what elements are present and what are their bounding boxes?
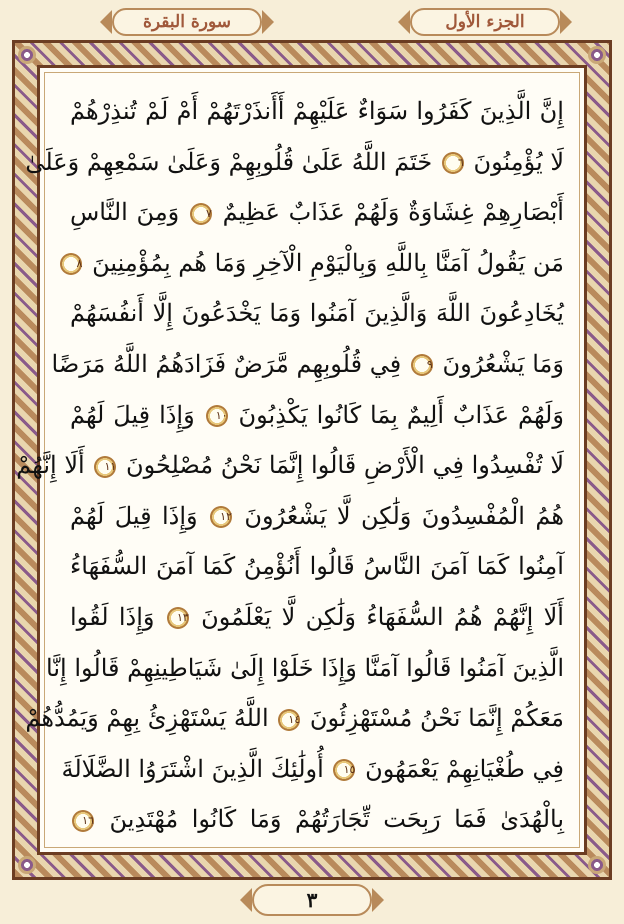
ornament-arrow-icon — [372, 888, 384, 912]
verse-line: لَا يُؤْمِنُونَ ٦ خَتَمَ اللَّهُ عَلَىٰ قُلُوبِهِمْ وَعَلَىٰ سَمْعِهِمْ وَعَلَىٰ — [25, 147, 564, 176]
verse-line: لَا تُفْسِدُوا فِي الْأَرْضِ قَالُوا إِنَّمَا نَحْنُ مُصْلِحُونَ ١١ أَلَا إِنَّهُمْ — [16, 451, 564, 480]
surah-name-label: سورة البقرة — [112, 8, 262, 36]
ayah-number-marker: ١٢ — [210, 506, 232, 528]
verse-line: أَلَا إِنَّهُمْ هُمُ السُّفَهَاءُ وَلَٰكِن لَّا يَعْلَمُونَ ١٣ وَإِذَا لَقُوا — [70, 602, 564, 631]
ayah-number-marker: ١٣ — [167, 607, 189, 629]
verse-line: مَعَكُمْ إِنَّمَا نَحْنُ مُسْتَهْزِئُونَ ١٤ اللَّهُ يَسْتَهْزِئُ بِهِمْ وَيَمُدُّهُمْ — [25, 704, 564, 733]
ayah-number-marker: ٦ — [442, 152, 464, 174]
verse-line: يُخَادِعُونَ اللَّهَ وَالَّذِينَ آمَنُوا وَمَا يَخْدَعُونَ إِلَّا أَنفُسَهُمْ — [70, 299, 564, 328]
verse-line: هُمُ الْمُفْسِدُونَ وَلَٰكِن لَّا يَشْعُرُونَ ١٢ وَإِذَا قِيلَ لَهُمْ — [70, 501, 564, 530]
ornament-arrow-icon — [100, 10, 112, 34]
verse-line: وَمَا يَشْعُرُونَ ٩ فِي قُلُوبِهِم مَّرَضٌ فَزَادَهُمُ اللَّهُ مَرَضًا — [51, 349, 564, 378]
ayah-number-marker: ١٦ — [72, 810, 94, 832]
verse-line: الَّذِينَ آمَنُوا قَالُوا آمَنَّا وَإِذَا خَلَوْا إِلَىٰ شَيَاطِينِهِمْ قَالُوا إِنَّا — [46, 653, 564, 682]
ayah-number-marker: ٨ — [60, 253, 82, 275]
page-number: ٣ — [252, 884, 372, 916]
text-area — [16, 65, 587, 855]
verse-line: فِي طُغْيَانِهِمْ يَعْمَهُونَ ١٥ أُولَٰئِكَ الَّذِينَ اشْتَرَوُا الضَّلَالَةَ — [61, 754, 564, 783]
corner-rosette-icon — [18, 856, 36, 874]
corner-rosette-icon — [588, 46, 606, 64]
verse-line: مَن يَقُولُ آمَنَّا بِاللَّهِ وَبِالْيَوْمِ الْآخِرِ وَمَا هُم بِمُؤْمِنِينَ ٨ — [70, 238, 564, 289]
ayah-number-marker: ١٤ — [278, 709, 300, 731]
juz-name-label: الجزء الأول — [410, 8, 560, 36]
verse-line: إِنَّ الَّذِينَ كَفَرُوا سَوَاءٌ عَلَيْهِمْ أَأَنذَرْتَهُمْ أَمْ لَمْ تُنذِرْهُمْ — [70, 97, 564, 125]
verse-line: وَلَهُمْ عَذَابٌ أَلِيمٌ بِمَا كَانُوا يَكْذِبُونَ ١٠ وَإِذَا قِيلَ لَهُمْ — [70, 400, 564, 429]
ayah-number-marker: ١١ — [94, 456, 116, 478]
corner-rosette-icon — [588, 856, 606, 874]
verse-text — [16, 86, 565, 846]
ayah-number-marker: ٧ — [190, 203, 212, 225]
ornamental-frame — [12, 40, 612, 880]
ayah-number-marker: ٩ — [411, 354, 433, 376]
ornament-arrow-icon — [240, 888, 252, 912]
ayah-number-marker: ١٥ — [333, 759, 355, 781]
ornament-arrow-icon — [262, 10, 274, 34]
ayah-number-marker: ١٠ — [206, 405, 228, 427]
page-header — [0, 0, 624, 40]
verse-line: آمِنُوا كَمَا آمَنَ النَّاسُ قَالُوا أَنُؤْمِنُ كَمَا آمَنَ السُّفَهَاءُ — [70, 552, 564, 581]
verse-line: بِالْهُدَىٰ فَمَا رَبِحَت تِّجَارَتُهُمْ وَمَا كَانُوا مُهْتَدِينَ ١٦ — [70, 794, 564, 845]
corner-rosette-icon — [18, 46, 36, 64]
verse-line: أَبْصَارِهِمْ غِشَاوَةٌ وَلَهُمْ عَذَابٌ عَظِيمٌ ٧ وَمِنَ النَّاسِ — [70, 198, 564, 227]
ornament-arrow-icon — [398, 10, 410, 34]
ornament-arrow-icon — [560, 10, 572, 34]
